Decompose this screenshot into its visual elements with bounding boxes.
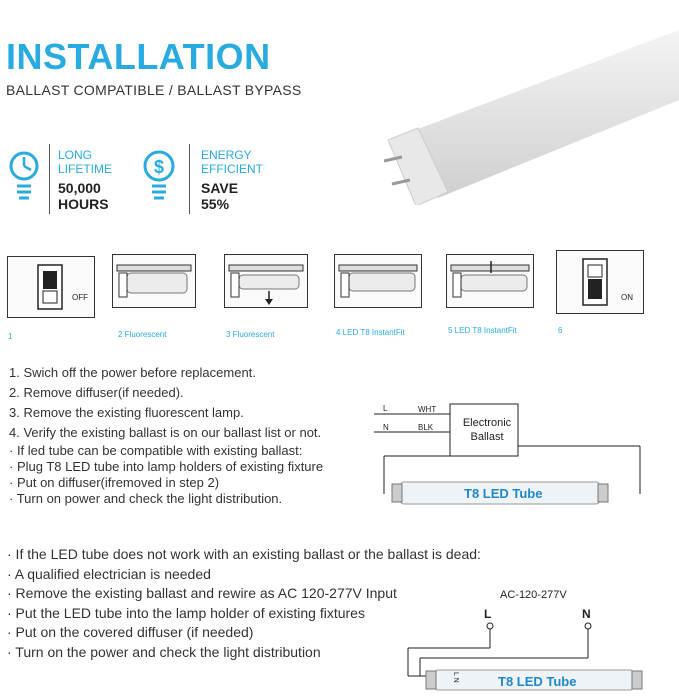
- instruction-line: · A qualified electrician is needed: [7, 565, 211, 582]
- instructions-compatible: [9, 363, 389, 507]
- page-title: INSTALLATION: [6, 36, 271, 77]
- instruction-line: · Put the LED tube into the lamp holder of existing fixtures: [7, 604, 365, 621]
- instruction-line: · Put on diffuser(ifremoved in step 2): [9, 475, 220, 490]
- step-2-image: [112, 254, 196, 308]
- instruction-line: 2. Remove diffuser(if needed).: [9, 385, 184, 400]
- wire-n-label: N: [383, 423, 389, 432]
- input-voltage-label: AC-120-277V: [500, 589, 567, 601]
- instruction-line: · Plug T8 LED tube into lamp holders of existing fixture: [9, 459, 324, 474]
- tube-label: T8 LED Tube: [498, 674, 577, 689]
- ballast-label: Electronic Ballast: [462, 417, 512, 443]
- step-caption: 4 LED T8 InstantFit: [336, 328, 405, 337]
- step-caption: 3 Fluorescent: [226, 330, 275, 339]
- instruction-line: 3. Remove the existing fluorescent lamp.: [9, 405, 244, 420]
- instruction-line: · Put on the covered diffuser (if needed): [7, 624, 254, 640]
- switch-on-icon: [557, 251, 643, 313]
- fixture-illustration: [447, 255, 533, 307]
- end-marks: L N: [452, 672, 459, 683]
- tube-label: T8 LED Tube: [464, 486, 543, 501]
- lightbulb-clock-icon: [4, 144, 44, 208]
- step-caption: 6: [558, 326, 563, 335]
- page-subtitle: BALLAST COMPATIBLE / BALLAST BYPASS: [6, 82, 302, 98]
- feature-value: 50,000 HOURS: [58, 180, 109, 212]
- wire-n-label: N: [582, 607, 591, 621]
- svg-text:$: $: [153, 157, 165, 177]
- switch-state-label: ON: [621, 293, 633, 302]
- switch-state-label: OFF: [72, 293, 88, 302]
- feature-label: LONG LIFETIME: [58, 148, 113, 176]
- step-6-image: [556, 250, 644, 314]
- wire-l-label: L: [484, 607, 492, 621]
- instruction-line: · If led tube can be compatible with existing ballast:: [9, 443, 303, 458]
- feature-label: ENERGY EFFICIENT: [201, 148, 263, 176]
- instruction-line: · Turn on the power and check the light distribution: [7, 643, 321, 660]
- fixture-illustration: [113, 255, 195, 307]
- instruction-line: · Turn on power and check the light distribution.: [9, 491, 283, 506]
- step-caption: 1: [8, 332, 13, 341]
- switch-off-icon: [8, 257, 94, 317]
- fixture-illustration: [225, 255, 307, 307]
- step-3-image: [224, 254, 308, 308]
- wire-blk-label: BLK: [418, 423, 434, 432]
- instruction-line: 1. Swich off the power before replacement.: [9, 365, 256, 380]
- instruction-line: · Remove the existing ballast and rewire as AC 120-277V Input: [7, 585, 397, 601]
- instruction-line: 4. Verify the existing ballast is on our ballast list or not.: [9, 425, 322, 440]
- led-tube-image: [280, 20, 679, 205]
- step-1-image: [7, 256, 95, 318]
- lightbulb-dollar-icon: [140, 144, 180, 208]
- step-5-image: [446, 254, 534, 308]
- divider: [189, 144, 190, 214]
- wire-wht-label: WHT: [418, 405, 437, 414]
- wire-l-label: L: [383, 404, 388, 413]
- instruction-line: · If the LED tube does not work with an existing ballast or the ballast is dead:: [7, 546, 481, 562]
- step-caption: 5 LED T8 InstantFit: [448, 326, 517, 335]
- feature-value: SAVE 55%: [201, 180, 239, 212]
- fixture-illustration: [335, 255, 421, 307]
- step-caption: 2 Fluorescent: [118, 330, 167, 339]
- divider: [49, 144, 50, 214]
- step-4-image: [334, 254, 422, 308]
